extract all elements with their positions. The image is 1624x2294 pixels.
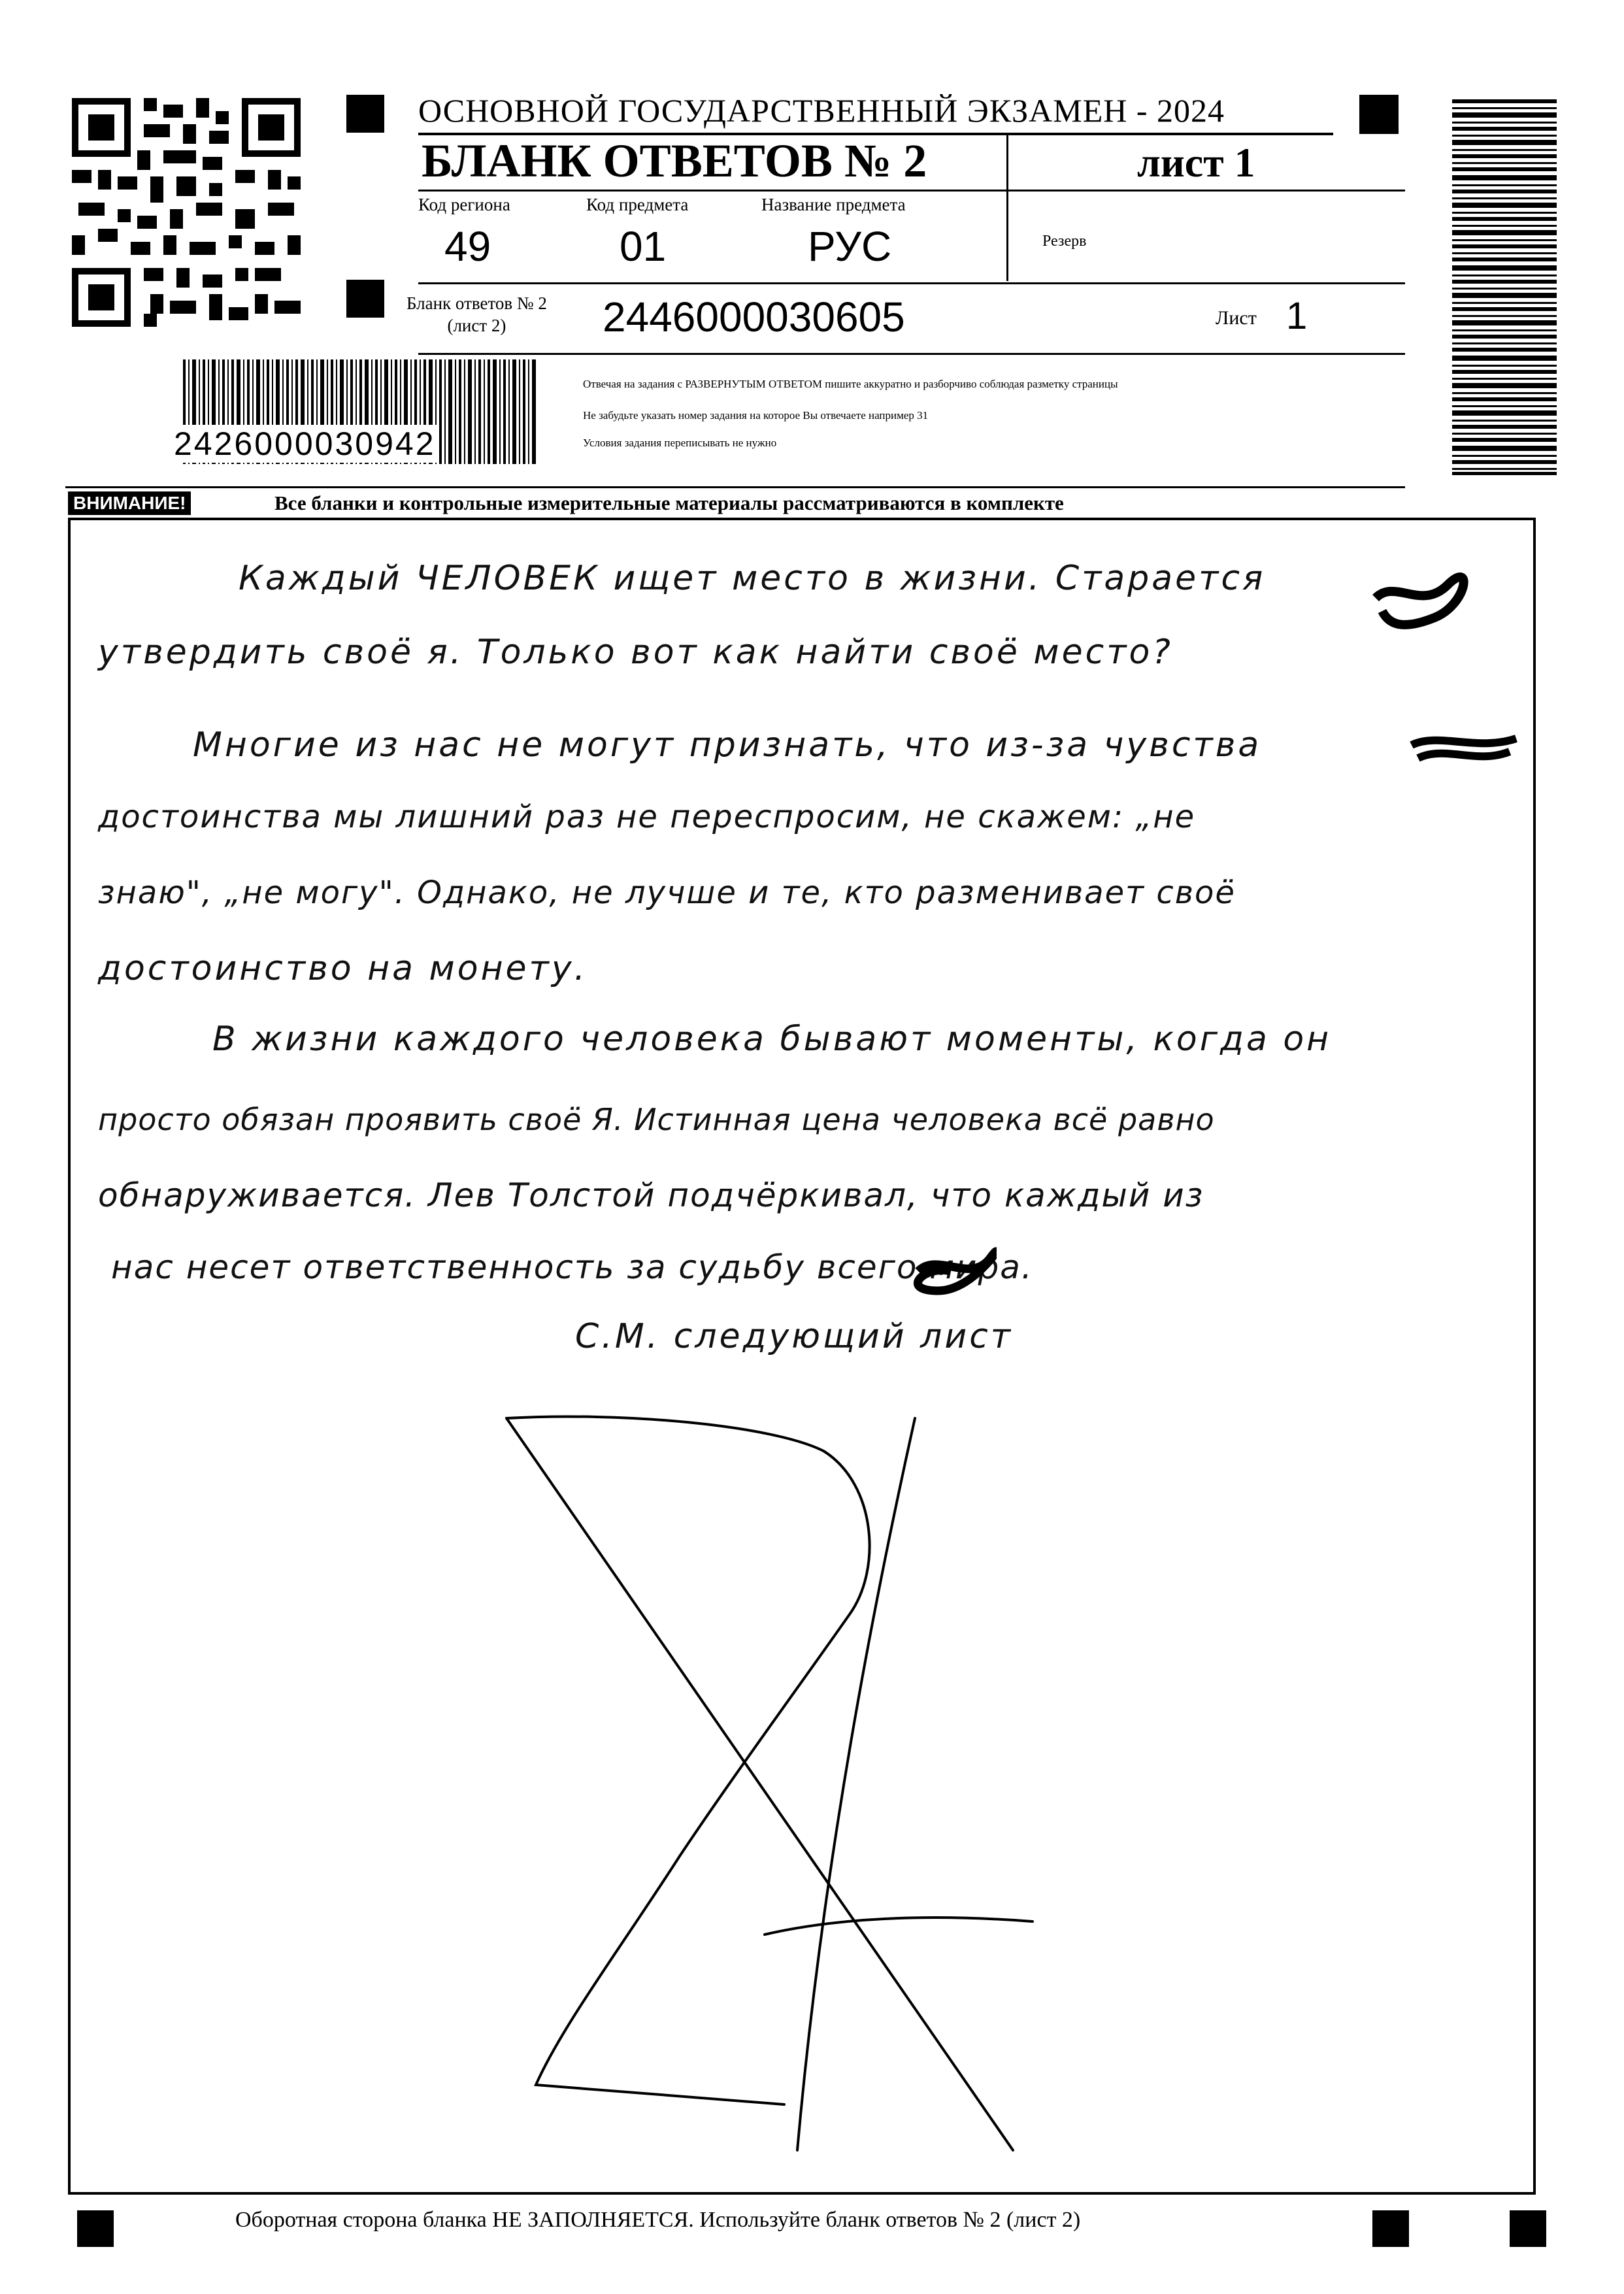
crossed-out-scribble: [1369, 572, 1474, 631]
attention-badge: ВНИМАНИЕ!: [68, 491, 191, 515]
crossed-out-scribble: [1405, 725, 1523, 778]
subject-code-label: Код предмета: [586, 195, 689, 214]
answer-line: нас несет ответственность за судьбу всего мира.: [111, 1248, 1033, 1286]
marker-top-left: [346, 95, 384, 133]
header-rule: [418, 353, 1405, 355]
marker-mid-left: [346, 280, 384, 318]
answer-line: обнаруживается. Лев Толстой подчёркивал, что каждый из: [98, 1176, 1204, 1214]
list-label: Лист: [1216, 307, 1257, 329]
crossed-out-scribble: [912, 1245, 997, 1304]
header-rule: [418, 190, 1405, 191]
instruction-text: Условия задания переписывать не нужно: [583, 437, 777, 449]
subject-code-value: 01: [620, 223, 667, 270]
barcode-vertical-icon: [1452, 99, 1557, 475]
region-code-value: 49: [444, 223, 491, 270]
region-code-label: Код региона: [418, 195, 510, 214]
marker-bottom-left: [77, 2210, 114, 2247]
footer-notice: Оборотная сторона бланка НЕ ЗАПОЛНЯЕТСЯ. Используйте бланк ответов № 2 (лист 2): [235, 2208, 1081, 2232]
instruction-text: Отвечая на задания с РАЗВЕРНУТЫМ ОТВЕТОМ пишите аккуратно и разборчиво соблюдая разметку страницы: [583, 378, 1118, 390]
blank2-label-line: Бланк ответов № 2: [406, 293, 547, 313]
instruction-text: Не забудьте указать номер задания на которое Вы отвечаете например 31: [583, 409, 929, 422]
answer-line: просто обязан проявить своё Я. Истинная цена человека всё равно: [98, 1102, 1215, 1137]
marker-top-right: [1359, 95, 1399, 134]
header-divider: [1006, 134, 1008, 281]
barcode-number: 2426000030942: [171, 425, 439, 463]
answer-line: достоинства мы лишний раз не переспросим, не скажем: „не: [98, 799, 1196, 835]
sheet-title: лист 1: [1137, 139, 1255, 186]
subject-name-label: Название предмета: [761, 195, 906, 214]
list-number: 1: [1286, 295, 1308, 337]
answer-line: С.М. следующий лист: [575, 1317, 1014, 1356]
reserve-label: Резерв: [1042, 233, 1087, 250]
answer-line: утвердить своё я. Только вот как найти своё место?: [98, 633, 1173, 672]
blank2-label-line: (лист 2): [447, 315, 506, 335]
blank2-number: 2446000030605: [603, 293, 905, 341]
subject-name-value: РУС: [808, 223, 892, 270]
answer-line: достоинство на монету.: [98, 949, 588, 988]
form-title: БЛАНК ОТВЕТОВ № 2: [422, 135, 927, 187]
attention-rule: [65, 486, 1405, 488]
qr-code-icon: [72, 98, 301, 327]
blank2-label: [406, 293, 547, 337]
answer-line: Каждый ЧЕЛОВЕК ищет место в жизни. Старается: [239, 559, 1266, 598]
answer-line: знаю", „не могу". Однако, не лучше и те, кто разменивает своё: [98, 874, 1236, 911]
exam-title: ОСНОВНОЙ ГОСУДАРСТВЕННЫЙ ЭКЗАМЕН - 2024: [418, 92, 1225, 129]
attention-text: Все бланки и контрольные измерительные материалы рассматриваются в комплекте: [274, 491, 1064, 514]
header-rule: [418, 282, 1405, 284]
marker-bottom-right-1: [1372, 2210, 1409, 2247]
answer-line: В жизни каждого человека бывают моменты, когда он: [212, 1020, 1332, 1059]
z-sign-strikethrough: [457, 1399, 1144, 2183]
marker-bottom-right-2: [1510, 2210, 1546, 2247]
answer-line: Многие из нас не могут признать, что из-за чувства: [193, 725, 1262, 765]
